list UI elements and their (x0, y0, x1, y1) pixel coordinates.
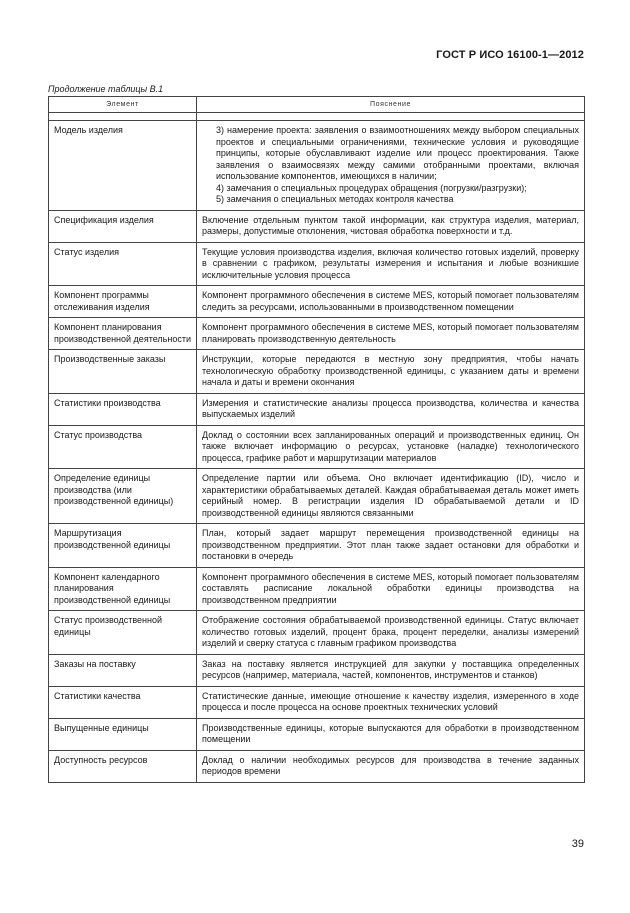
row-explanation: Производственные единицы, которые выпускаются для обработки в производственном помещении (197, 718, 585, 750)
row-explanation: Заказ на поставку является инструкцией для закупки у поставщика определенных ресурсов (например, материала, частей, компонентов, инструментов и станков) (197, 654, 585, 686)
row-element: Статус производства (49, 425, 197, 469)
row-element: Модель изделия (49, 121, 197, 211)
list-item: 3) намерение проекта: заявления о взаимоотношениях между выбором специальных проектов и специальными ограничениями, технические условия и руководящие принципы, которые обуславливают изделие или процесс проектирования. Также заявления о взаимосвязях между самими отобранными проектами, включая использование компонентов, имеющихся в наличии; (216, 125, 579, 181)
table-row (49, 611, 585, 655)
table-row (49, 524, 585, 568)
row-element: Компонент программы отслеживания изделия (49, 286, 197, 318)
table-row (49, 350, 585, 394)
row-element: Определение единицы производства (или производственной единицы) (49, 469, 197, 524)
table-header-row (49, 97, 585, 113)
row-explanation: Доклад о состоянии всех запланированных операций и производственных единиц. Он также включает информацию о ресурсах, установке (наладке) технологического процесса, графике работ и маршрутизации материалов (197, 425, 585, 469)
row-explanation: Компонент программного обеспечения в системе MES, который помогает пользователям составлять расписание локальной обработки единицы производства на производственном предприятии (197, 567, 585, 611)
table-caption: Продолжение таблицы B.1 (48, 84, 164, 94)
row-element: Компонент планирования производственной деятельности (49, 318, 197, 350)
table-row (49, 686, 585, 718)
row-explanation: Инструкции, которые передаются в местную зону предприятия, чтобы начать технологическую обработку производственной единицы, с указанием даты и времени начала и даты и времени окончания (197, 350, 585, 394)
row-element: Статус изделия (49, 242, 197, 286)
table-row (49, 425, 585, 469)
row-explanation: Отображение состояния обрабатываемой производственной единицы. Статус включает количество готовых изделий, процент брака, процент переделки, анализы измерений изделий и сверку статуса с главным графиком производства (197, 611, 585, 655)
row-element: Маршрутизация производственной единицы (49, 524, 197, 568)
row-explanation: Текущие условия производства изделия, включая количество готовых изделий, проверку в сравнении с графиком, результаты измерения и испытания и любые возникшие исключительные условия процесса (197, 242, 585, 286)
table-row (49, 393, 585, 425)
row-explanation (197, 121, 585, 211)
row-explanation: Измерения и статистические анализы процесса производства, количества и качества выпускаемых изделий (197, 393, 585, 425)
table-row (49, 469, 585, 524)
row-element: Выпущенные единицы (49, 718, 197, 750)
page-number: 39 (571, 838, 584, 850)
row-explanation: Компонент программного обеспечения в системе MES, который помогает пользователям планировать производственную деятельность (197, 318, 585, 350)
row-element: Доступность ресурсов (49, 750, 197, 782)
header-gap-row (49, 113, 585, 121)
explanation-table (48, 96, 585, 783)
table-row (49, 654, 585, 686)
table-row (49, 718, 585, 750)
row-explanation: Статистические данные, имеющие отношение к качеству изделия, измеренного в ходе процесса и после процесса на основе проектных технических условий (197, 686, 585, 718)
table-row (49, 318, 585, 350)
row-element: Статистики производства (49, 393, 197, 425)
table-row (49, 750, 585, 782)
table-row (49, 121, 585, 211)
list-item: 5) замечания о специальных методах контроля качества (216, 194, 454, 204)
row-element: Статус производственной единицы (49, 611, 197, 655)
row-element: Статистики качества (49, 686, 197, 718)
row-explanation: Определение партии или объема. Оно включает идентификацию (ID), число и характеристики обрабатываемых деталей. Каждая обрабатываемая деталь может иметь серийный номер. В регистрации изделия ID обрабатываемой детали и ID производственной единицы являются связанными (197, 469, 585, 524)
row-explanation: Доклад о наличии необходимых ресурсов для производства в течение заданных периодов времени (197, 750, 585, 782)
table-row (49, 210, 585, 242)
list-item: 4) замечания о специальных процедурах обращения (погрузки/разгрузки); (216, 182, 527, 193)
table-row (49, 286, 585, 318)
column-header-explanation: Пояснение (197, 97, 585, 113)
row-element: Спецификация изделия (49, 210, 197, 242)
standard-header: ГОСТ Р ИСО 16100-1—2012 (436, 49, 584, 61)
row-element: Компонент календарного планирования производственной единицы (49, 567, 197, 611)
row-explanation: План, который задает маршрут перемещения производственной единицы на производственном предприятии. Этот план также задает остановки для обработки и постановки в очередь (197, 524, 585, 568)
row-explanation: Компонент программного обеспечения в системе MES, который помогает пользователям следить за ресурсами, использованными в производственном помещении (197, 286, 585, 318)
row-element: Производственные заказы (49, 350, 197, 394)
row-element: Заказы на поставку (49, 654, 197, 686)
table-row (49, 242, 585, 286)
table-row (49, 567, 585, 611)
column-header-element: Элемент (49, 97, 197, 113)
row-explanation: Включение отдельным пунктом такой информации, как структура изделия, материал, размеры, допустимые отклонения, чистовая обработка поверхности и т.д. (197, 210, 585, 242)
